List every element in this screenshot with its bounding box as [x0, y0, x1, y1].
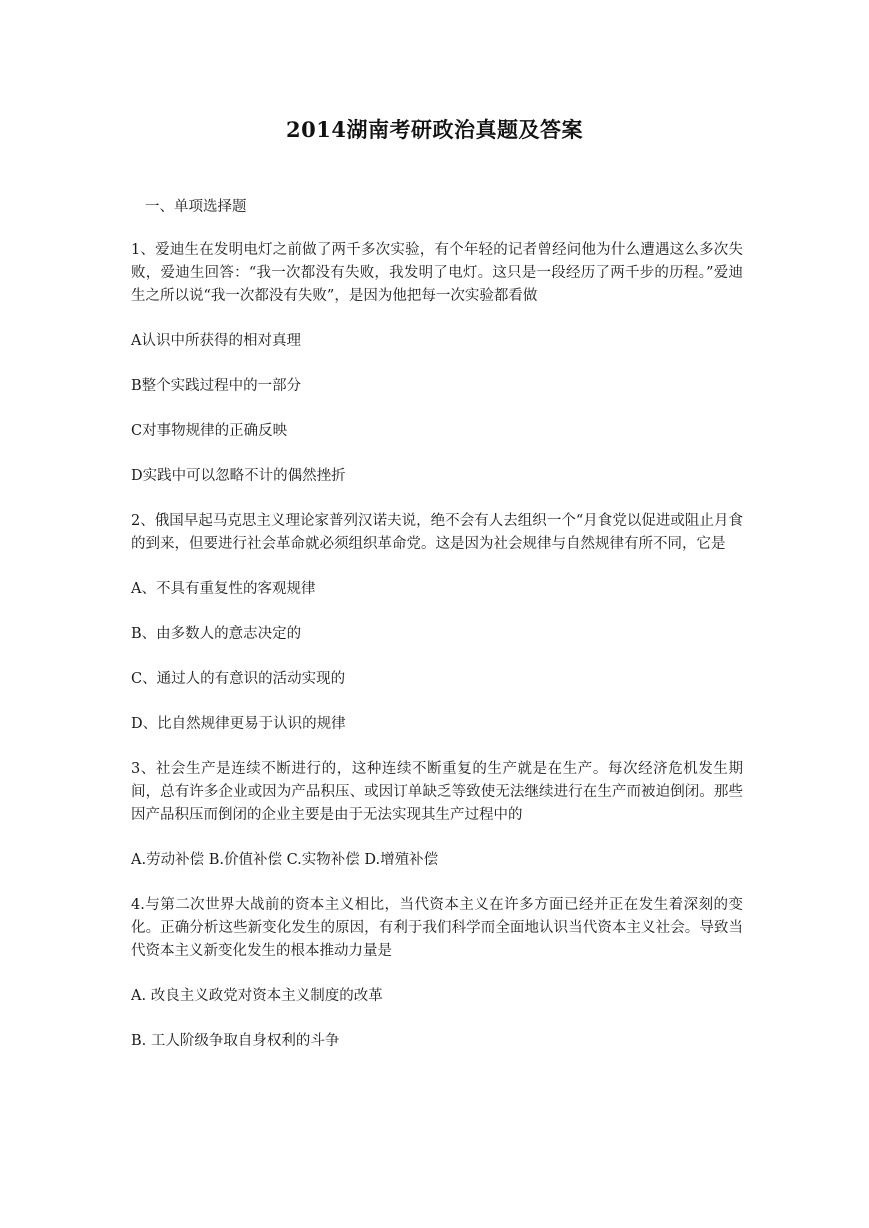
- answer-option: C对事物规律的正确反映: [131, 423, 288, 439]
- answer-option: D、比自然规律更易于认识的规律: [131, 716, 346, 732]
- question-stem: 3、社会生产是连续不断进行的，这种连续不断重复的生产就是在生产。每次经济危机发生期间，总有许多企业或因为产品积压、或因订单缺乏等致使无法继续进行在生产而被迫倒闭。那些因产品积压而倒闭的企业主要是由于无法实现其生产过程中的: [131, 761, 743, 823]
- answer-option: D实践中可以忽略不计的偶然挫折: [131, 468, 346, 484]
- answer-option: B整个实践过程中的一部分: [131, 378, 302, 394]
- question-4: [131, 894, 743, 1053]
- answer-option: B、由多数人的意志决定的: [131, 626, 302, 642]
- question-stem: 4.与第二次世界大战前的资本主义相比，当代资本主义在许多方面已经并正在发生着深刻的变化。正确分析这些新变化发生的原因，有利于我们科学而全面地认识当代资本主义社会。导致当代资本主义新变化发生的根本推动力量是: [131, 897, 743, 959]
- document-title: 2014湖南考研政治真题及答案: [286, 117, 583, 142]
- answer-option: A认识中所获得的相对真理: [131, 333, 301, 349]
- document-body: [131, 196, 743, 1075]
- question-1: [131, 239, 743, 488]
- answer-option: A. 改良主义政党对资本主义制度的改革: [131, 988, 383, 1004]
- answer-option: A、不具有重复性的客观规律: [131, 581, 316, 597]
- question-3: [131, 758, 743, 872]
- answer-options-inline: A.劳动补偿 B.价值补偿 C.实物补偿 D.增殖补偿: [131, 852, 439, 868]
- answer-option: C、通过人的有意识的活动实现的: [131, 671, 346, 687]
- answer-option: B. 工人阶级争取自身权利的斗争: [131, 1033, 340, 1049]
- section-heading: 一、单项选择题: [145, 199, 247, 215]
- question-stem: 2、俄国早起马克思主义理论家普列汉诺夫说，绝不会有人去组织一个“月食党以促进或阻止月食的到来，但要进行社会革命就必须组织革命党。这是因为社会规律与自然规律有所不同，它是: [131, 513, 743, 552]
- question-stem: 1、爱迪生在发明电灯之前做了两千多次实验，有个年轻的记者曾经问他为什么遭遇这么多次失败，爱迪生回答：“我一次都没有失败，我发明了电灯。这只是一段经历了两千步的历程。”爱迪生之所以说“我一次都没有失败”，是因为他把每一次实验都看做: [131, 242, 743, 304]
- question-2: [131, 510, 743, 736]
